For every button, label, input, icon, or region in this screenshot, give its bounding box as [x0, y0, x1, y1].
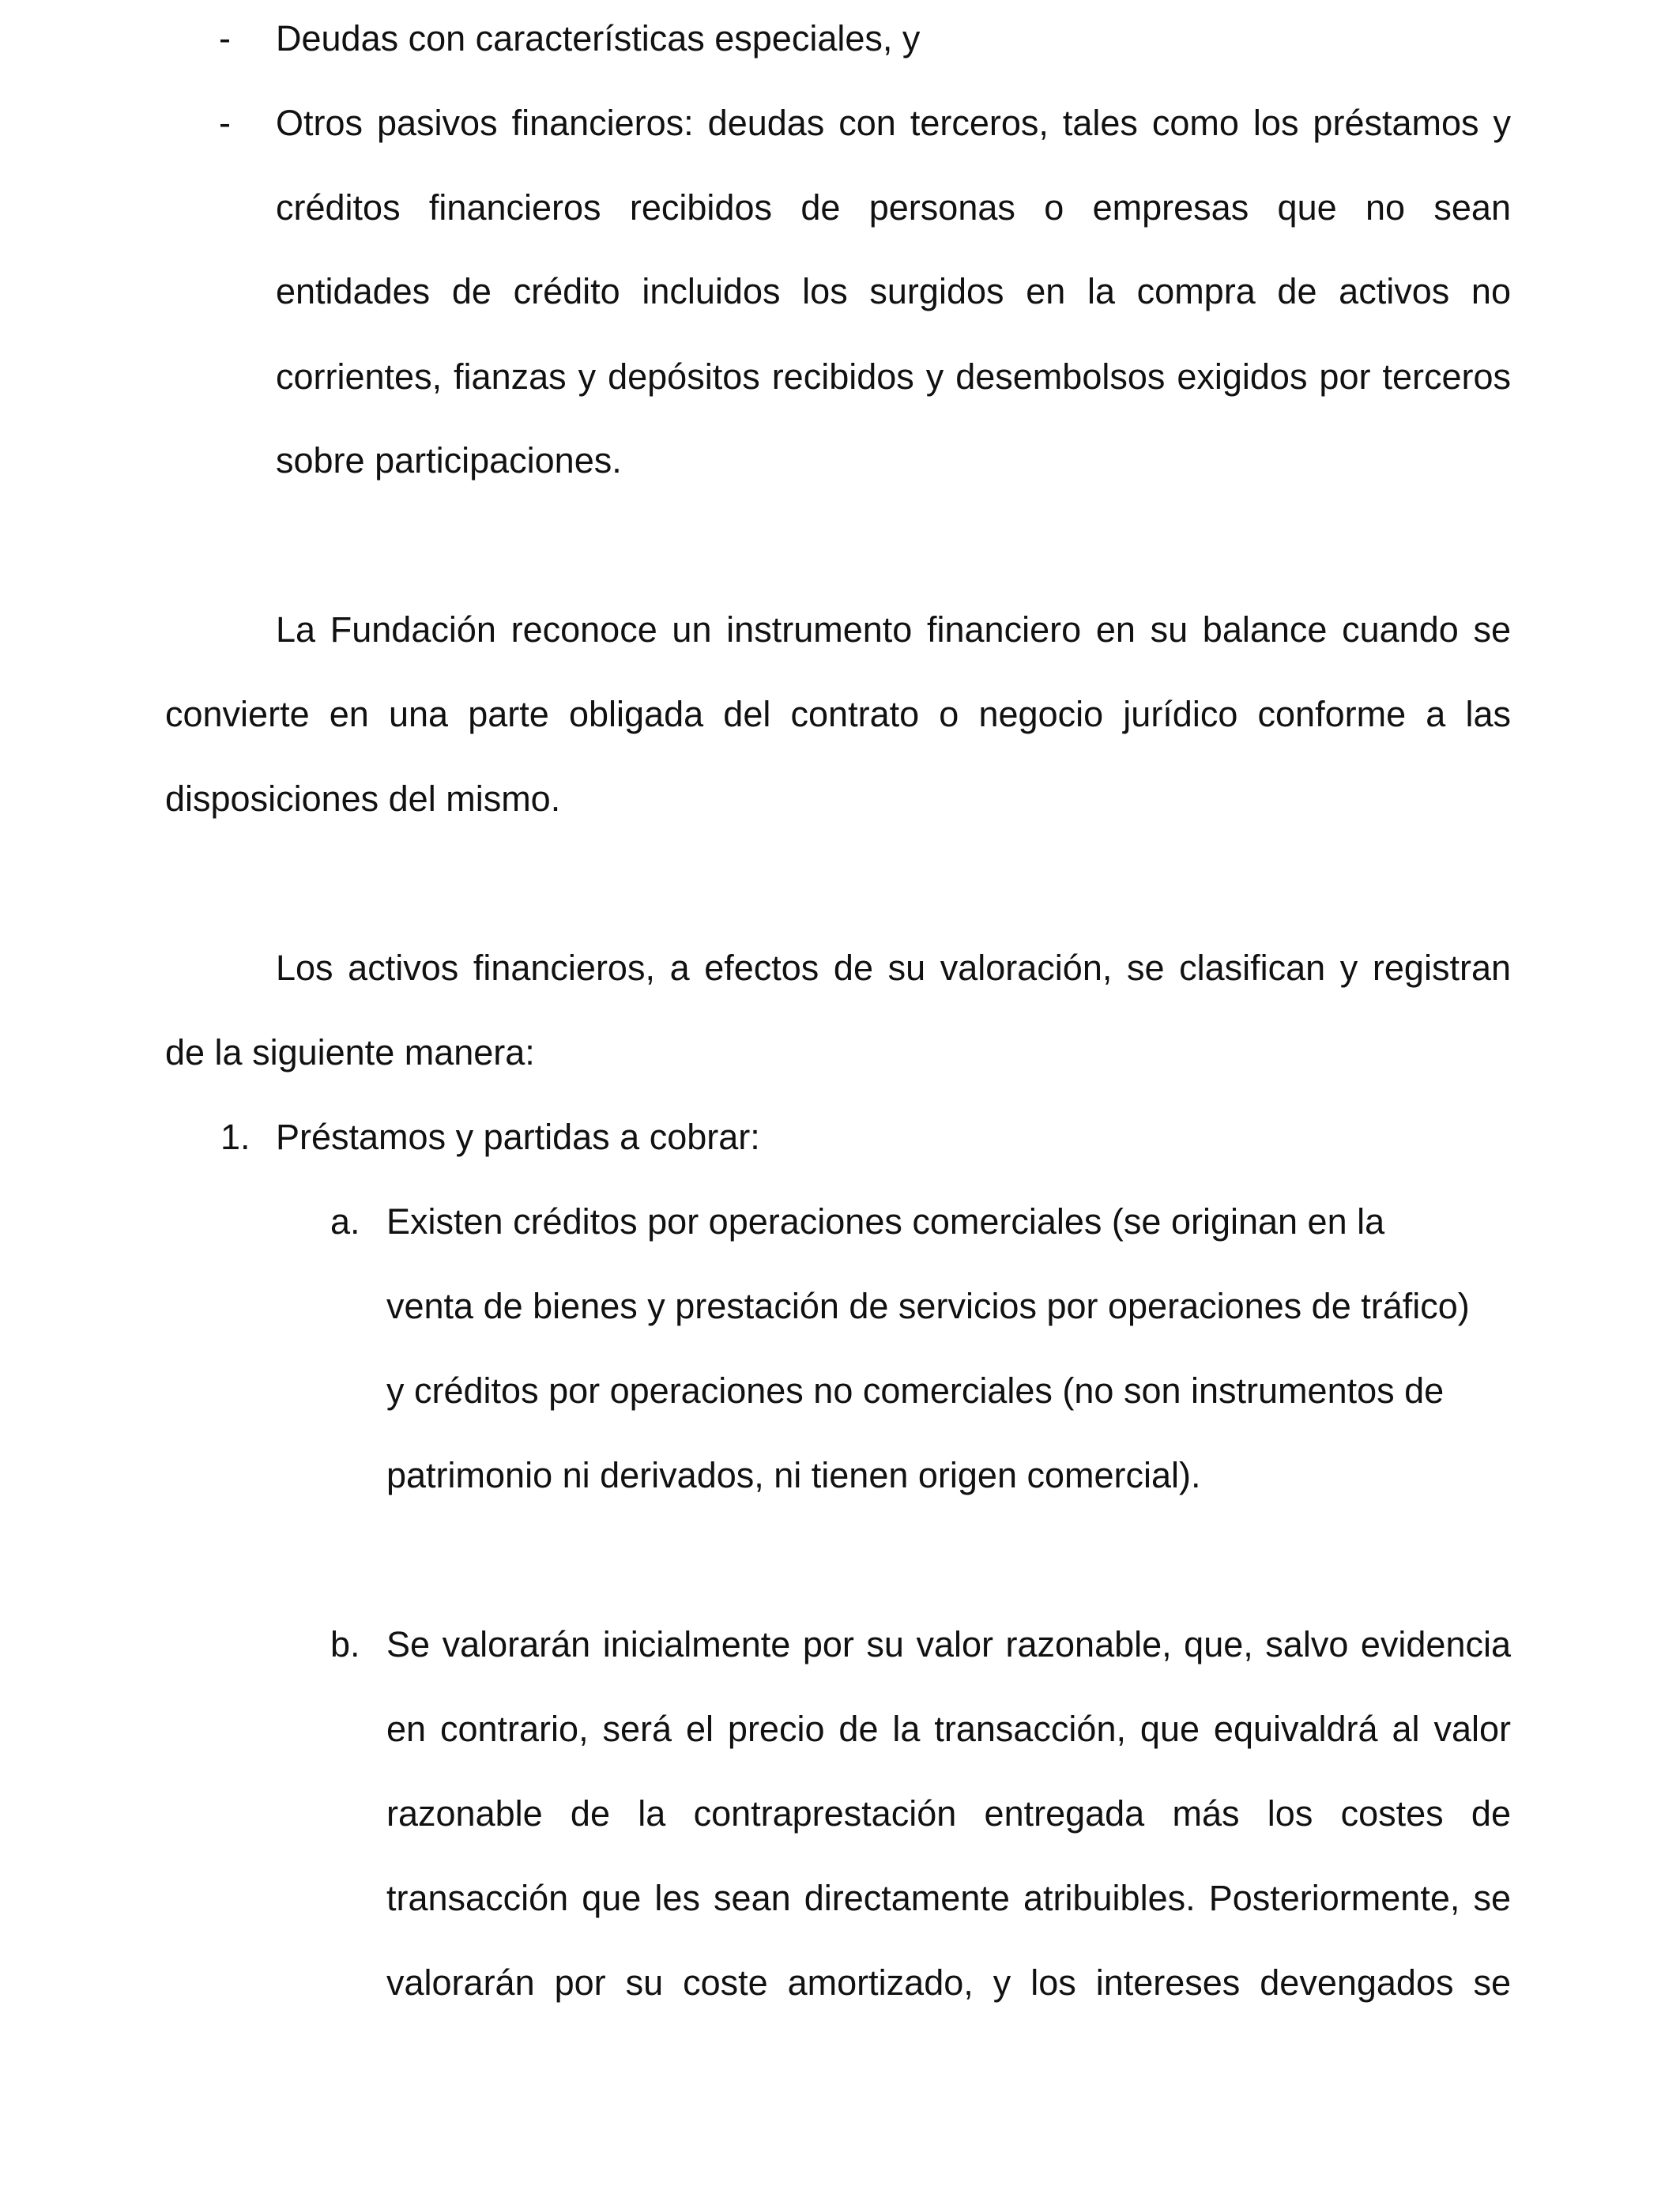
dash-item-line: Deudas con características especiales, y [276, 18, 921, 58]
paragraph-line: de la siguiente manera: [165, 1032, 535, 1072]
sublist-line: venta de bienes y prestación de servicios por operaciones de tráfico) [386, 1286, 1470, 1326]
dash-bullet: - [219, 103, 231, 143]
paragraph-line: disposiciones del mismo. [165, 778, 561, 819]
sublist-line: transacción que les sean directamente atribuibles. Posteriormente, se [386, 1878, 1511, 1918]
sublist-line: en contrario, será el precio de la transacción, que equivaldrá al valor [386, 1709, 1511, 1749]
sublist-letter: b. [330, 1624, 360, 1664]
paragraph-line: convierte en una parte obligada del contrato o negocio jurídico conforme a las [165, 694, 1511, 734]
sublist-letter: a. [330, 1201, 360, 1242]
sublist-line: valorarán por su coste amortizado, y los intereses devengados se [386, 1962, 1511, 2003]
list-item-title: Préstamos y partidas a cobrar: [276, 1117, 760, 1157]
sublist-line: Se valorarán inicialmente por su valor razonable, que, salvo evidencia [386, 1624, 1511, 1664]
sublist-line: Existen créditos por operaciones comerciales (se originan en la [386, 1201, 1385, 1242]
sublist-line: razonable de la contraprestación entregada más los costes de [386, 1793, 1511, 1834]
sublist-line: y créditos por operaciones no comerciales (no son instrumentos de [386, 1370, 1445, 1411]
dash-item-line: entidades de crédito incluidos los surgidos en la compra de activos no [276, 271, 1511, 311]
dash-item-line: corrientes, fianzas y depósitos recibidos y desembolsos exigidos por terceros [276, 356, 1511, 397]
dash-item-line: Otros pasivos financieros: deudas con terceros, tales como los préstamos y [276, 103, 1511, 143]
sublist-line: patrimonio ni derivados, ni tienen origen comercial). [386, 1455, 1201, 1495]
dash-item-line: créditos financieros recibidos de personas o empresas que no sean [276, 187, 1511, 228]
paragraph-line: Los activos financieros, a efectos de su valoración, se clasifican y registran [276, 948, 1511, 988]
dash-item-line: sobre participaciones. [276, 440, 622, 481]
list-number: 1. [220, 1117, 250, 1157]
dash-bullet: - [219, 18, 231, 58]
paragraph-line: La Fundación reconoce un instrumento financiero en su balance cuando se [276, 609, 1511, 650]
